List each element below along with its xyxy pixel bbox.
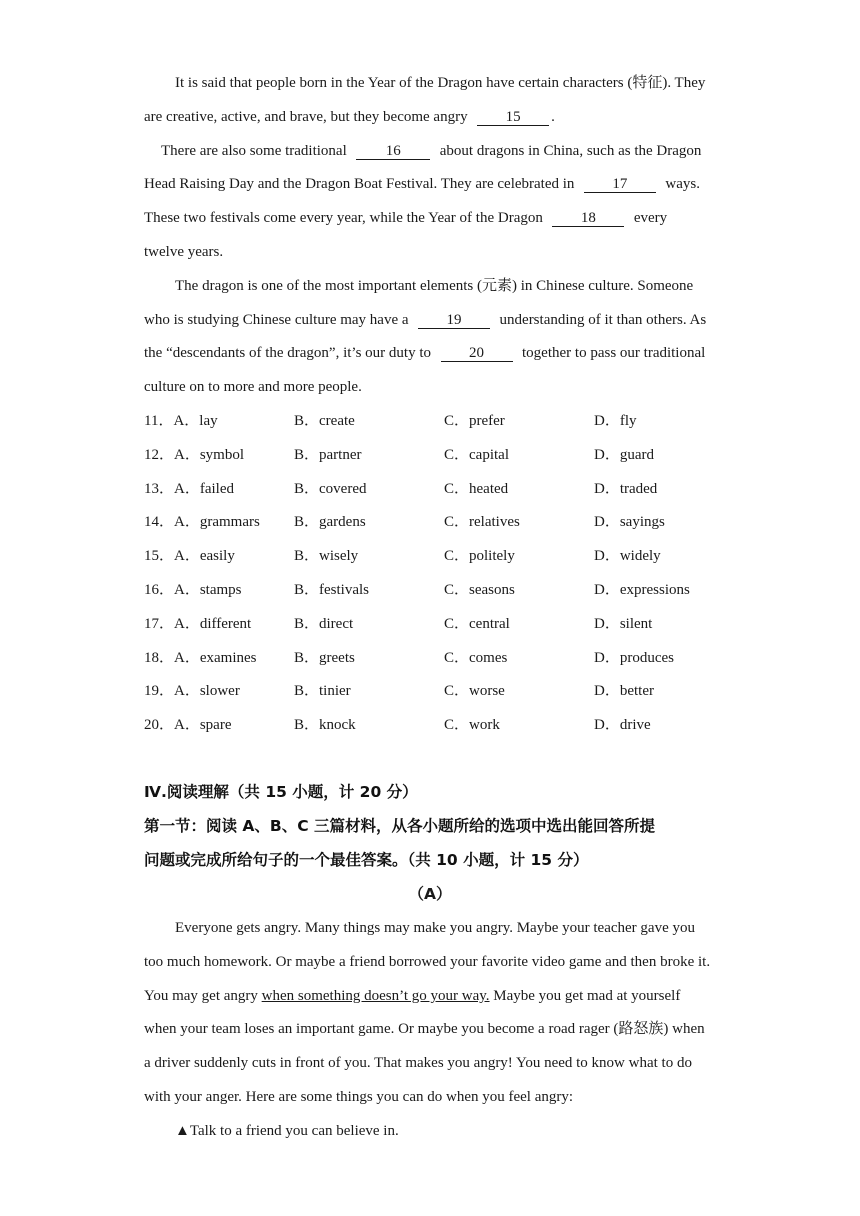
- passage-text: understanding of it than others. As: [499, 312, 707, 328]
- question-options-17: [144, 614, 744, 634]
- option-d[interactable]: D．silent: [594, 616, 653, 632]
- passage-text: about dragons in China, such as the Dragon: [439, 143, 702, 159]
- option-a[interactable]: 16．A．stamps: [144, 582, 242, 598]
- option-c[interactable]: C．relatives: [444, 514, 520, 530]
- blank-19[interactable]: 19: [418, 312, 490, 329]
- passage-text: the “descendants of the dragon”, it’s our duty to: [144, 345, 432, 361]
- question-options-11: [144, 411, 744, 431]
- option-c[interactable]: C．heated: [444, 481, 509, 497]
- passage-line: [144, 1087, 573, 1107]
- passage-text: The dragon is one of the most important elements (元素) in Chinese culture. Someone: [175, 278, 694, 294]
- option-c[interactable]: C．work: [444, 717, 500, 733]
- passage-line: [144, 310, 706, 330]
- blank-16[interactable]: 16: [356, 143, 430, 160]
- passage-text: It is said that people born in the Year of the Dragon have certain characters (特征). They: [175, 75, 706, 91]
- passage-text: There are also some traditional: [161, 143, 347, 159]
- passage-text: are creative, active, and brave, but they become angry: [144, 109, 468, 125]
- question-options-12: [144, 445, 744, 465]
- passage-text: Everyone gets angry. Many things may make you angry. Maybe your teacher gave you: [175, 920, 695, 936]
- passage-line: [144, 986, 680, 1006]
- section-instruction: 第一节：阅读 A、B、C 三篇材料，从各小题所给的选项中选出能回答所提: [144, 817, 655, 835]
- option-d[interactable]: D．guard: [594, 447, 654, 463]
- option-b[interactable]: B．partner: [294, 447, 362, 463]
- passage-text: when your team loses an important game. Or maybe you become a road rager (路怒族) when: [144, 1021, 705, 1037]
- option-d[interactable]: D．better: [594, 683, 654, 699]
- blank-15[interactable]: 15: [477, 109, 549, 126]
- passage-text: These two festivals come every year, while the Year of the Dragon: [144, 210, 543, 226]
- passage-text: with your anger. Here are some things you can do when you feel angry:: [144, 1089, 574, 1105]
- option-a[interactable]: 19．A．slower: [144, 683, 240, 699]
- passage-line: [144, 343, 705, 363]
- section-instruction: 问题或完成所给句子的一个最佳答案。（共 10 小题，计 15 分）: [144, 851, 589, 869]
- option-a[interactable]: 13．A．failed: [144, 481, 234, 497]
- passage-text: .: [551, 109, 555, 125]
- option-c[interactable]: C．capital: [444, 447, 509, 463]
- passage-text: a driver suddenly cuts in front of you. That makes you angry! You need to know what to do: [144, 1055, 692, 1071]
- option-c[interactable]: C．seasons: [444, 582, 515, 598]
- passage-line: [175, 276, 693, 296]
- passage-line: [144, 208, 667, 228]
- question-options-16: [144, 580, 744, 600]
- option-d[interactable]: D．sayings: [594, 514, 665, 530]
- passage-text: too much homework. Or maybe a friend borrowed your favorite video game and then broke it.: [144, 954, 711, 970]
- option-c[interactable]: C．worse: [444, 683, 505, 699]
- option-b[interactable]: B．greets: [294, 650, 355, 666]
- option-c[interactable]: C．prefer: [444, 413, 505, 429]
- question-options-14: [144, 512, 744, 532]
- passage-line: [144, 377, 362, 397]
- option-b[interactable]: B．festivals: [294, 582, 369, 598]
- passage-text: Maybe you get mad at yourself: [493, 988, 681, 1004]
- option-b[interactable]: B．tinier: [294, 683, 351, 699]
- passage-line: [175, 73, 705, 93]
- option-a[interactable]: 15．A．easily: [144, 548, 235, 564]
- passage-text: twelve years.: [144, 244, 224, 260]
- blank-20[interactable]: 20: [441, 345, 513, 362]
- option-a[interactable]: 18．A．examines: [144, 650, 257, 666]
- part-label: （A）: [408, 885, 452, 903]
- option-c[interactable]: C．central: [444, 616, 510, 632]
- option-a[interactable]: 12．A．symbol: [144, 447, 245, 463]
- section-title: Ⅳ.阅读理解（共 15 小题，计 20 分）: [144, 783, 418, 801]
- passage-text: every: [633, 210, 668, 226]
- passage-text: ▲Talk to a friend you can believe in.: [175, 1123, 399, 1139]
- passage-text: You may get angry: [144, 988, 258, 1004]
- option-a[interactable]: 11．A．lay: [144, 413, 218, 429]
- blank-18[interactable]: 18: [552, 210, 624, 227]
- option-b[interactable]: B．covered: [294, 481, 367, 497]
- passage-text: culture on to more and more people.: [144, 379, 362, 395]
- bullet-item: [175, 1121, 399, 1141]
- option-d[interactable]: D．fly: [594, 413, 637, 429]
- passage-line: [144, 242, 223, 262]
- underlined-phrase: when something doesn’t go your way.: [261, 988, 490, 1004]
- option-a[interactable]: 17．A．different: [144, 616, 252, 632]
- option-b[interactable]: B．knock: [294, 717, 356, 733]
- question-options-20: [144, 715, 744, 735]
- passage-line: [144, 107, 555, 127]
- option-c[interactable]: C．comes: [444, 650, 508, 666]
- passage-text: ways.: [665, 176, 700, 192]
- passage-line: [161, 141, 701, 161]
- option-d[interactable]: D．widely: [594, 548, 661, 564]
- option-b[interactable]: B．create: [294, 413, 355, 429]
- passage-line: [144, 952, 710, 972]
- blank-17[interactable]: 17: [584, 176, 656, 193]
- passage-line: [144, 1053, 692, 1073]
- passage-text: together to pass our traditional: [522, 345, 706, 361]
- question-options-18: [144, 648, 744, 668]
- option-d[interactable]: D．expressions: [594, 582, 690, 598]
- option-d[interactable]: D．produces: [594, 650, 674, 666]
- passage-line: [144, 1019, 705, 1039]
- option-d[interactable]: D．traded: [594, 481, 658, 497]
- option-a[interactable]: 20．A．spare: [144, 717, 232, 733]
- question-options-15: [144, 546, 744, 566]
- option-a[interactable]: 14．A．grammars: [144, 514, 260, 530]
- option-d[interactable]: D．drive: [594, 717, 651, 733]
- option-b[interactable]: B．gardens: [294, 514, 366, 530]
- passage-line: [144, 174, 700, 194]
- option-b[interactable]: B．direct: [294, 616, 354, 632]
- option-b[interactable]: B．wisely: [294, 548, 359, 564]
- option-c[interactable]: C．politely: [444, 548, 515, 564]
- question-options-19: [144, 681, 744, 701]
- passage-text: Head Raising Day and the Dragon Boat Festival. They are celebrated in: [144, 176, 575, 192]
- passage-line: [175, 918, 695, 938]
- question-options-13: [144, 479, 744, 499]
- passage-text: who is studying Chinese culture may have a: [144, 312, 409, 328]
